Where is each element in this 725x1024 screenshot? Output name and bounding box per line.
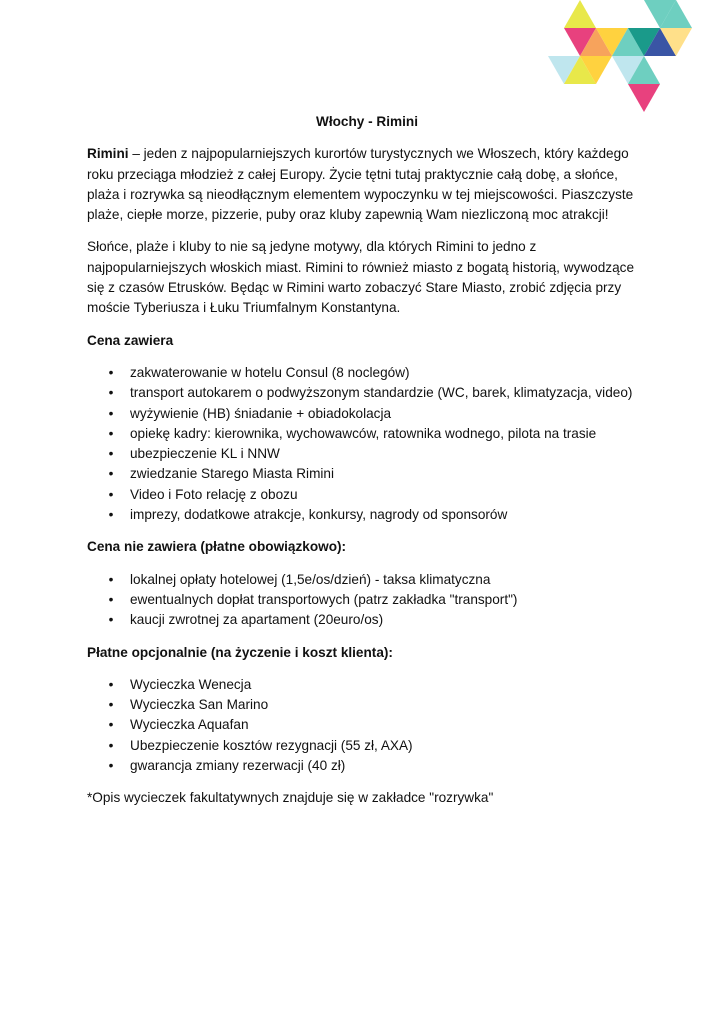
bullet-icon: • (108, 591, 114, 607)
bullet-icon: • (108, 364, 114, 380)
history-paragraph: Słońce, plaże i kluby to nie są jedyne motywy, dla których Rimini to jedno z najpopularniejszych włoskich miast. Rimini to również miasto z bogatą historią, wywodzące się z czasów Etrusków. Będąc w Rimini warto zobaczyć Stare Miasto, zrobić zdjęcia przy moście Tyberiusza i Łuku Triumfalnym Konstantyna. (87, 239, 635, 316)
list-item: • Wycieczka San Marino (87, 695, 647, 715)
list-item: • wyżywienie (HB) śniadanie + obiadokolacja (87, 404, 647, 424)
list-item: • gwarancja zmiany rezerwacji (40 zł) (87, 756, 647, 776)
includes-list (87, 363, 647, 525)
list-item: • kaucji zwrotnej za apartament (20euro/os) (87, 610, 647, 630)
excludes-list (87, 570, 647, 631)
optional-list (87, 675, 647, 776)
footnote: *Opis wycieczek fakultatywnych znajduje się w zakładce "rozrywka" (87, 790, 494, 806)
excludes-heading: Cena nie zawiera (płatne obowiązkowo): (87, 539, 347, 555)
bullet-icon: • (108, 676, 114, 692)
list-item: • transport autokarem o podwyższonym standardzie (WC, barek, klimatyzacja, video) (87, 383, 647, 403)
bullet-icon: • (108, 466, 114, 482)
list-item: • imprezy, dodatkowe atrakcje, konkursy, nagrody od sponsorów (87, 505, 647, 525)
bullet-icon: • (108, 737, 114, 753)
bullet-icon: • (108, 385, 114, 401)
bullet-icon: • (108, 507, 114, 523)
optional-heading: Płatne opcjonalnie (na życzenie i koszt klienta): (87, 644, 393, 660)
logo-triangle (564, 0, 596, 28)
list-item: • Wycieczka Wenecja (87, 675, 647, 695)
bullet-icon: • (108, 697, 114, 713)
bullet-icon: • (108, 571, 114, 587)
bullet-icon: • (108, 717, 114, 733)
includes-heading: Cena zawiera (87, 332, 174, 348)
bullet-icon: • (108, 758, 114, 774)
list-item: • ewentualnych dopłat transportowych (patrz zakładka "transport") (87, 590, 647, 610)
logo-triangle (628, 84, 660, 112)
bullet-icon: • (108, 425, 114, 441)
list-item: • Video i Foto relację z obozu (87, 485, 647, 505)
intro-paragraph (87, 144, 647, 225)
page-title: Włochy - Rimini (316, 114, 418, 129)
list-item: • Wycieczka Aquafan (87, 715, 647, 735)
intro-text: – jeden z najpopularniejszych kurortów turystycznych we Włoszech, który każdego roku przeciąga młodzież z całej Europy. Życie tętni tutaj praktycznie całą dobę, a słońce, plaża i rozrywka są nieodłącznym elementem wypoczynku w tej miejscowości. Piaszczyste plaże, ciepłe morze, pizzerie, puby oraz kluby zapewnią Wam niezliczoną moc atrakcji! (87, 146, 634, 223)
list-item: • zakwaterowanie w hotelu Consul (8 noclegów) (87, 363, 647, 383)
bullet-icon: • (108, 405, 114, 421)
bullet-icon: • (108, 446, 114, 462)
bullet-icon: • (108, 486, 114, 502)
intro-lead: Rimini (87, 146, 129, 162)
list-item: • zwiedzanie Starego Miasta Rimini (87, 464, 647, 484)
list-item: • ubezpieczenie KL i NNW (87, 444, 647, 464)
list-item: • Ubezpieczenie kosztów rezygnacji (55 zł, AXA) (87, 736, 647, 756)
logo-triangles-graphic (546, 0, 696, 115)
list-item: • lokalnej opłaty hotelowej (1,5e/os/dzień) - taksa klimatyczna (87, 570, 647, 590)
document-body (87, 112, 647, 821)
bullet-icon: • (108, 612, 114, 628)
list-item: • opiekę kadry: kierownika, wychowawców, ratownika wodnego, pilota na trasie (87, 424, 647, 444)
